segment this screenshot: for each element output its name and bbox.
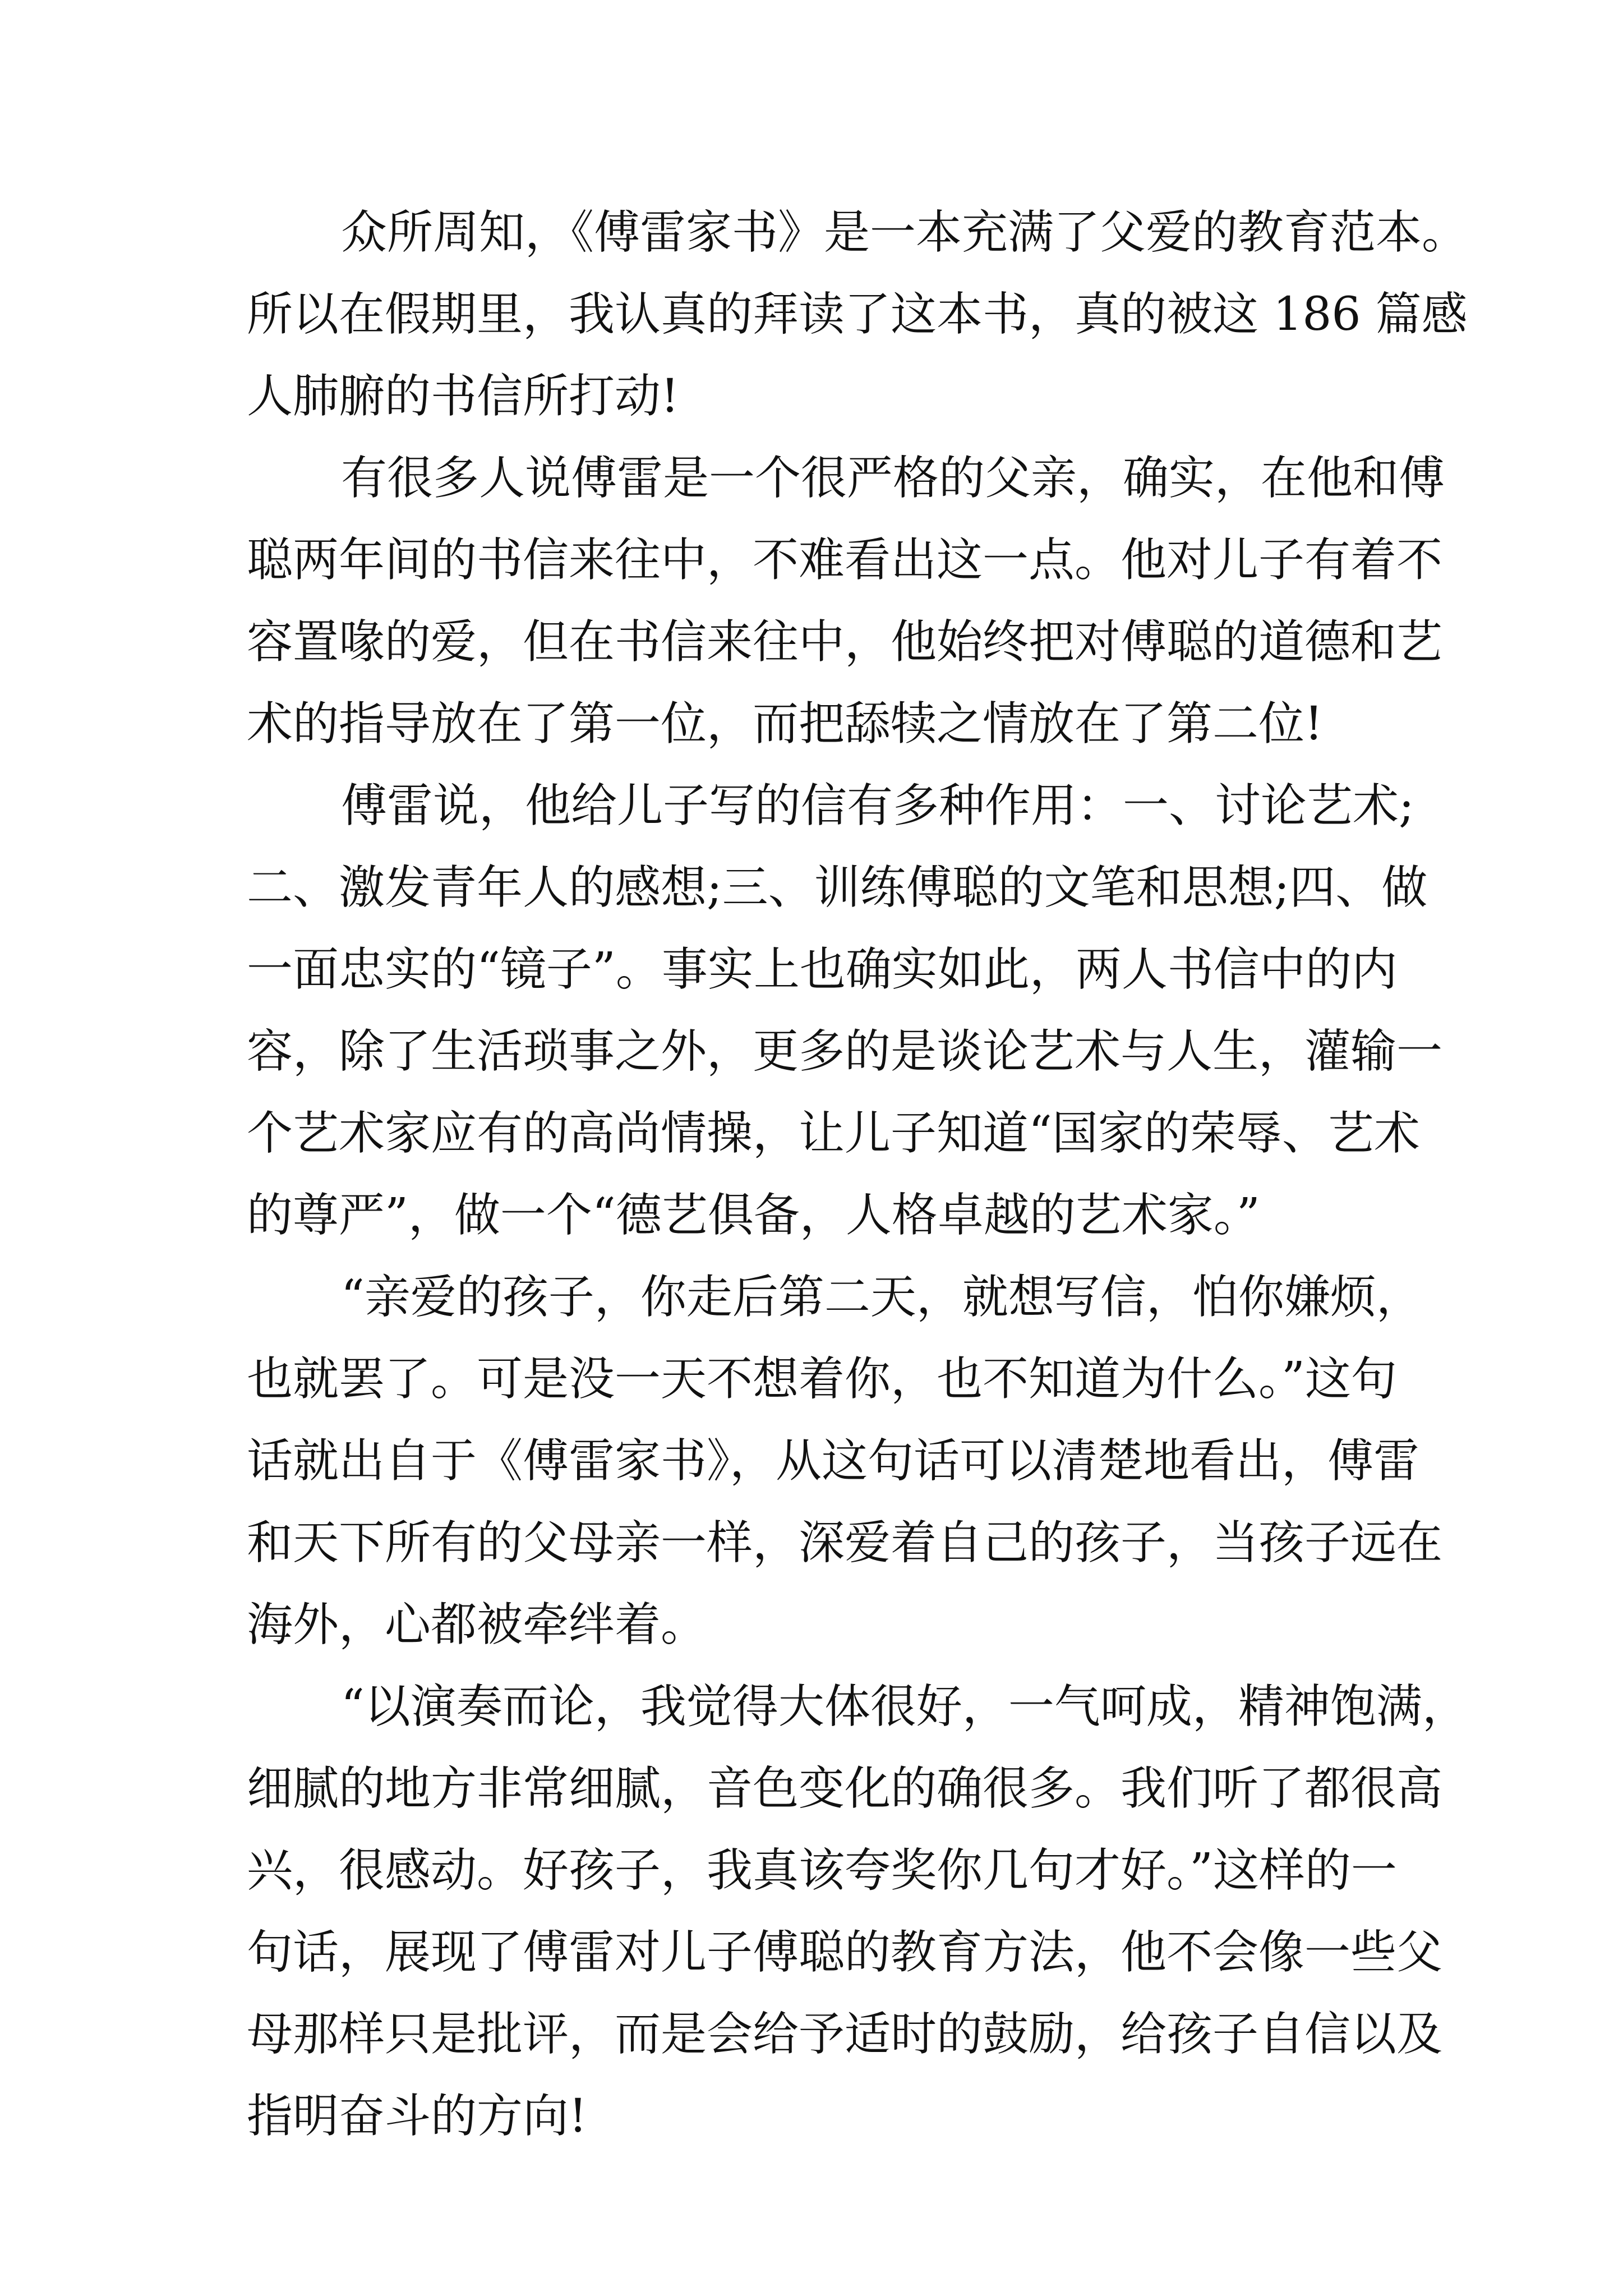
- paragraph-2-line-3: 容置喙的爱，但在书信来往中，他始终把对傅聪的道德和艺: [247, 615, 1443, 669]
- paragraph-3-line-6: 的尊严”，做一个“德艺俱备，人格卓越的艺术家。”: [247, 1189, 1260, 1242]
- paragraph-4-line-5: 海外，心都被牵绊着。: [247, 1598, 707, 1651]
- paragraph-3-line-1: 傅雷说，他给儿子写的信有多种作用：一、讨论艺术;: [341, 779, 1414, 832]
- paragraph-5-line-2: 细腻的地方非常细腻，音色变化的确很多。我们听了都很高: [247, 1762, 1443, 1815]
- paragraph-4-line-3: 话就出自于《傅雷家书》，从这句话可以清楚地看出，傅雷: [247, 1434, 1420, 1488]
- paragraph-2-line-1: 有很多人说傅雷是一个很严格的父亲，确实，在他和傅: [341, 452, 1445, 505]
- paragraph-4-line-2: 也就罢了。可是没一天不想着你，也不知道为什么。”这句: [247, 1352, 1397, 1406]
- paragraph-3-line-3: 一面忠实的“镜子”。事实上也确实如此，两人书信中的内: [247, 943, 1398, 996]
- paragraph-5-line-4: 句话，展现了傅雷对儿子傅聪的教育方法，他不会像一些父: [247, 1926, 1443, 1979]
- paragraph-1-line-3: 人肺腑的书信所打动!: [247, 370, 679, 423]
- paragraph-3-line-4: 容，除了生活琐事之外，更多的是谈论艺术与人生，灌输一: [247, 1025, 1443, 1078]
- paragraph-5-line-1: “以演奏而论，我觉得大体很好，一气呵成，精神饱满，: [341, 1680, 1468, 1733]
- paragraph-2-line-4: 术的指导放在了第一位，而把舔犊之情放在了第二位!: [247, 697, 1323, 751]
- paragraph-3-line-2: 二、激发青年人的感想;三、训练傅聪的文笔和思想;四、做: [247, 861, 1428, 914]
- paragraph-5-line-6: 指明奋斗的方向!: [247, 2090, 587, 2143]
- paragraph-5-line-3: 兴，很感动。好孩子，我真该夸奖你几句才好。”这样的一: [247, 1844, 1397, 1897]
- paragraph-4-line-4: 和天下所有的父母亲一样，深爱着自己的孩子，当孩子远在: [247, 1516, 1443, 1570]
- paragraph-4-line-1: “亲爱的孩子，你走后第二天，就想写信，怕你嫌烦，: [341, 1271, 1422, 1324]
- paragraph-1-line-2: 所以在假期里，我认真的拜读了这本书，真的被这 186 篇感: [247, 288, 1468, 341]
- paragraph-3-line-5: 个艺术家应有的高尚情操，让儿子知道“国家的荣辱、艺术: [247, 1107, 1420, 1160]
- paragraph-5-line-5: 母那样只是批评，而是会给予适时的鼓励，给孩子自信以及: [247, 2008, 1443, 2061]
- paragraph-1-line-1: 众所周知，《傅雷家书》是一本充满了父爱的教育范本。: [341, 206, 1468, 259]
- paragraph-2-line-2: 聪两年间的书信来往中，不难看出这一点。他对儿子有着不: [247, 533, 1443, 587]
